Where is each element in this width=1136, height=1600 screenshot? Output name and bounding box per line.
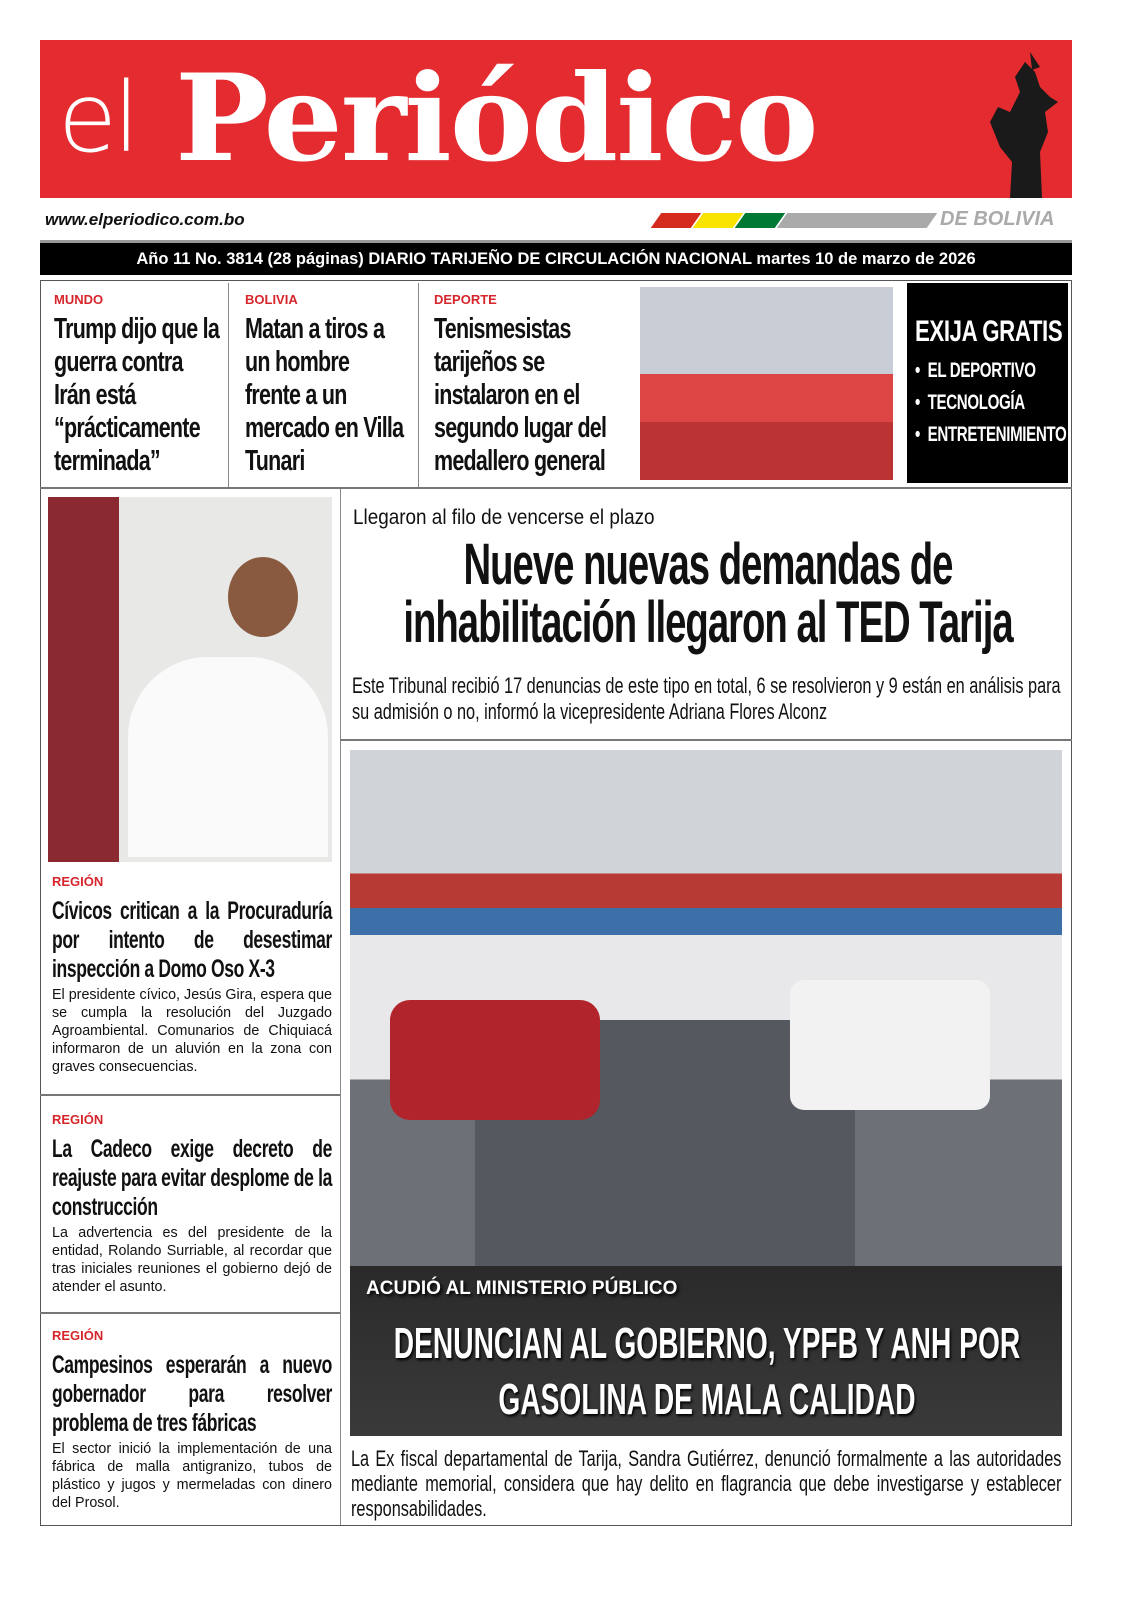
headline: Cívicos critican a la Procuraduría por intento de desestimar inspección a Domo Oso X-3 [52, 897, 332, 983]
lead-headline: Nueve nuevas demandas de inhabilitación llegaron al TED Tarija [403, 532, 1013, 655]
promo-box[interactable] [907, 283, 1068, 483]
photo-kicker: ACUDIÓ AL MINISTERIO PÚBLICO [366, 1278, 678, 1299]
dateline: Año 11 No. 3814 (28 páginas) DIARIO TARIJEÑO DE CIRCULACIÓN NACIONAL martes 10 de marzo de 2026 [40, 240, 1072, 275]
photo-caption: La Ex fiscal departamental de Tarija, Sandra Gutiérrez, denunció formalmente a las autoridades mediante memorial, considera que hay delito en flagrancia que debe investigarse y establecer responsabilidades. [351, 1446, 1062, 1521]
divider [40, 1094, 340, 1096]
promo-item: • TECNOLOGÍA [915, 391, 1025, 414]
promo-title: EXIJA GRATIS [915, 315, 1063, 348]
category-label: BOLIVIA [245, 292, 298, 307]
divider [340, 489, 341, 1525]
headline: Campesinos esperarán a nuevo gobernador para resolver problema de tres fábricas [52, 1351, 332, 1437]
table-tennis-team-photo[interactable] [640, 287, 893, 480]
horse-statue-icon [970, 52, 1065, 198]
promo-item: • EL DEPORTIVO [915, 359, 1036, 382]
top-story-3[interactable] [434, 292, 634, 478]
side-story-2[interactable] [52, 1112, 332, 1296]
headline: La Cadeco exige decreto de reajuste para evitar desplome de la construcción [52, 1135, 332, 1221]
lead-kicker: Llegaron al filo de vencerse el plazo [353, 506, 655, 529]
headline: Matan a tiros a un hombre frente a un mercado en Villa Tunari [245, 313, 404, 477]
divider [228, 283, 229, 488]
flag-stripes [656, 213, 934, 228]
category-label: REGIÓN [52, 1328, 104, 1343]
logo-prefix: el [58, 62, 136, 174]
divider [40, 1312, 340, 1314]
category-label: REGIÓN [52, 874, 104, 889]
tagline: DE BOLIVIA [940, 208, 1055, 230]
side-story-3[interactable] [52, 1328, 332, 1512]
category-label: DEPORTE [434, 292, 497, 307]
logo-name: Periódico [175, 48, 817, 189]
category-label: REGIÓN [52, 1112, 104, 1127]
lead-story[interactable] [348, 532, 1068, 658]
story-body: El sector inició la implementación de una fábrica de malla antigranizo, tubos de plástico y jugos y mermeladas con dinero del Prosol. [52, 1441, 332, 1511]
photo-headline[interactable]: DENUNCIAN AL GOBIERNO, YPFB Y ANH POR GASOLINA DE MALA CALIDAD [393, 1319, 1021, 1424]
divider [40, 487, 1072, 489]
top-story-2[interactable] [245, 292, 410, 478]
press-conference-photo[interactable] [48, 497, 332, 862]
divider [418, 283, 419, 488]
lead-dek: Este Tribunal recibió 17 denuncias de este tipo en total, 6 se resolvieron y 9 están en análisis para su admisión o no, informó la vicepresidente Adriana Flores Alconz [352, 673, 1061, 724]
side-story-1[interactable] [52, 874, 332, 1076]
headline: Trump dijo que la guerra contra Irán está “prácticamente terminada” [54, 313, 220, 477]
headline: Tenismesistas tarijeños se instalaron en el segundo lugar del medallero general [434, 313, 607, 477]
top-story-1[interactable] [54, 292, 222, 478]
website-url[interactable]: www.elperiodico.com.bo [45, 210, 245, 229]
red-car-shape [390, 1000, 600, 1120]
divider [340, 739, 1072, 741]
story-body: El presidente cívico, Jesús Gira, espera que se cumpla la resolución del Juzgado Agroambiental. Comunarios de Chiquiacá informaron de un aluvión en la zona con graves consecuencias. [52, 987, 332, 1075]
story-body: La advertencia es del presidente de la entidad, Rolando Surriable, al recordar que tras iniciales reuniones el gobierno dejó de atender el asunto. [52, 1225, 332, 1295]
promo-item: • ENTRETENIMIENTO [915, 423, 1067, 446]
pickup-shape [790, 980, 990, 1110]
category-label: MUNDO [54, 292, 104, 307]
